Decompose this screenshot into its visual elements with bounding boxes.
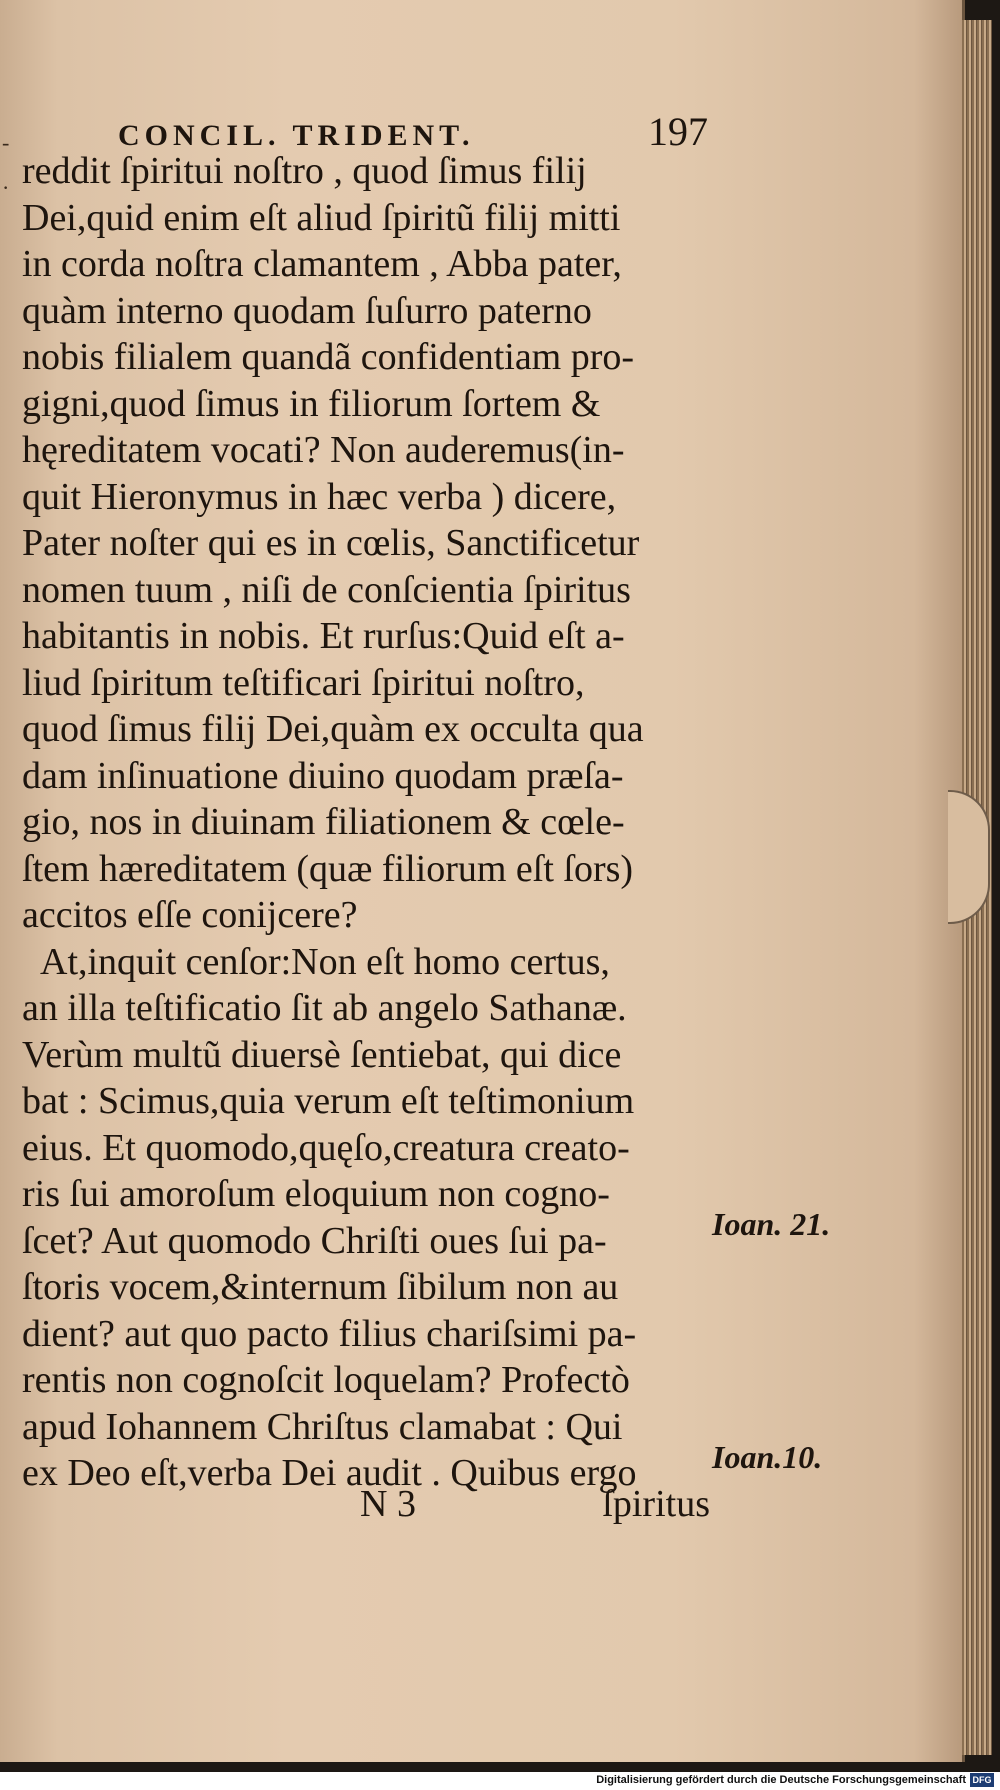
text-line: ſtem hæreditatem (quæ filiorum eſt ſors) xyxy=(22,847,634,890)
margin-mark: · xyxy=(2,175,10,200)
text-line: gio, nos in diuinam filiationem & cœle- xyxy=(22,801,625,843)
text-line: gigni,quod ſimus in filiorum ſortem & xyxy=(22,382,601,425)
text-line: Verùm multũ diuersè ſentiebat, qui dice xyxy=(22,1033,622,1076)
text-line: ſtoris vocem,&internum ſibilum non au xyxy=(22,1266,619,1308)
page-tab xyxy=(948,790,990,924)
page-number: 197 xyxy=(648,109,708,154)
margin-note: Ioan. 21. xyxy=(712,1206,831,1242)
text-line: hęreditatem vocati? Non auderemus(in- xyxy=(22,429,625,471)
text-line: Dei,quid enim eſt aliud ſpiritũ filij mitti xyxy=(22,196,621,239)
catchword: ſpiritus xyxy=(602,1483,710,1525)
dfg-logo-icon: DFG xyxy=(970,1773,994,1787)
text-line: dam inſinuatione diuino quodam præſa- xyxy=(22,754,624,797)
margin-note: Ioan.10. xyxy=(712,1439,823,1475)
body-text xyxy=(22,148,712,1497)
text-line: liud ſpiritum teſtificari ſpiritui noſtro, xyxy=(22,661,585,704)
text-line: nobis filialem quandã confidentiam pro- xyxy=(22,336,635,378)
text-line: At,inquit cenſor:Non eſt homo certus, xyxy=(40,940,610,983)
text-line: habitantis in nobis. Et rurſus:Quid eſt a- xyxy=(22,615,625,657)
running-title: CONCIL. TRIDENT. xyxy=(118,119,475,152)
text-line: dient? aut quo pacto filius chariſsimi pa- xyxy=(22,1312,637,1355)
text-line: bat : Scimus,quia verum eſt teſtimonium xyxy=(22,1080,635,1122)
text-line: Pater noſter qui es in cœlis, Sanctificetur xyxy=(22,522,640,564)
text-line: ris ſui amoroſum eloquium non cogno- xyxy=(22,1173,610,1215)
signature-mark: N 3 xyxy=(360,1483,416,1525)
text-line: an illa teſtificatio ſit ab angelo Sathanæ. xyxy=(22,987,627,1029)
text-line: ſcet? Aut quomodo Chriſti oues ſui pa- xyxy=(22,1219,607,1262)
text-line: apud Iohannem Chriſtus clamabat : Qui xyxy=(22,1405,623,1448)
text-line: nomen tuum , niſi de conſcientia ſpiritus xyxy=(22,568,631,611)
text-line: reddit ſpiritui noſtro , quod ſimus filij xyxy=(22,150,587,192)
digitization-credit: Digitalisierung gefördert durch die Deutsche Forschungsgemeinschaft xyxy=(596,1774,966,1786)
text-line: rentis non cognoſcit loquelam? Profectò xyxy=(22,1359,630,1401)
text-line: quàm interno quodam ſuſurro paterno xyxy=(22,289,592,332)
text-line: accitos eſſe conijcere? xyxy=(22,894,358,936)
page-footer xyxy=(360,1482,710,1526)
text-line: eius. Et quomodo,quęſo,creatura creato- xyxy=(22,1126,630,1169)
text-line: ex Deo eſt,verba Dei audit . Quibus ergo xyxy=(22,1452,637,1494)
margin-mark: - xyxy=(2,130,10,155)
text-line: quod ſimus filij Dei,quàm ex occulta qua xyxy=(22,708,644,750)
text-line: in corda noſtra clamantem , Abba pater, xyxy=(22,243,622,285)
text-line: quit Hieronymus in hæc verba ) dicere, xyxy=(22,475,617,518)
